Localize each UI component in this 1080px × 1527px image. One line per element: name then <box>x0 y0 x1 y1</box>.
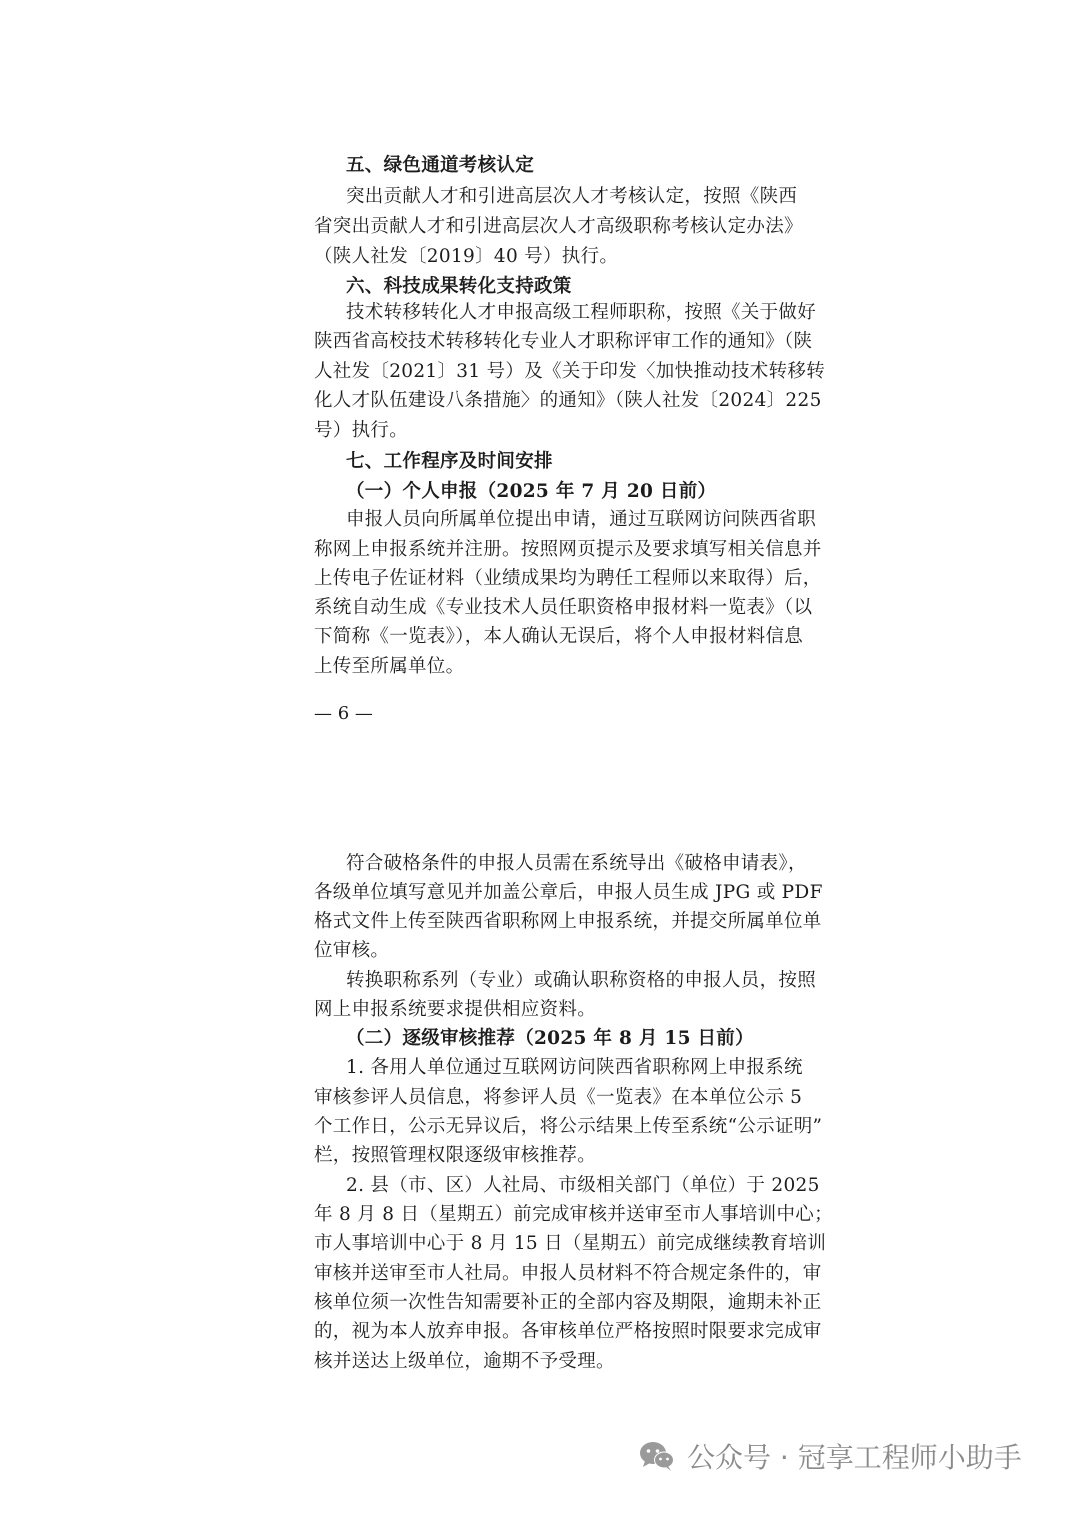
subsection-heading-2: （二）逐级审核推荐（2025 年 8 月 15 日前） <box>346 1028 754 1049</box>
paragraph-line: 申报人员向所属单位提出申请，通过互联网访问陕西省职 <box>346 509 817 530</box>
page-number: — 6 — <box>314 703 373 724</box>
paragraph-line: （陕人社发〔2019〕40 号）执行。 <box>314 246 619 267</box>
paragraph-line: 审核参评人员信息，将参评人员《一览表》在本单位公示 5 <box>314 1087 803 1108</box>
paragraph-line: 转换职称系列（专业）或确认职称资格的申报人员，按照 <box>346 970 817 991</box>
subsection-heading-1: （一）个人申报（2025 年 7 月 20 日前） <box>346 481 717 502</box>
section-heading-7: 七、工作程序及时间安排 <box>346 451 553 472</box>
paragraph-line: 格式文件上传至陕西省职称网上申报系统，并提交所属单位单 <box>314 911 822 932</box>
watermark-text: 公众号 · 冠享工程师小助手 <box>687 1441 1022 1474</box>
paragraph-line: 网上申报系统要求提供相应资料。 <box>314 999 597 1020</box>
section-heading-6: 六、科技成果转化支持政策 <box>346 276 572 297</box>
paragraph-line: 符合破格条件的申报人员需在系统导出《破格申请表》， <box>346 853 807 874</box>
paragraph-line: 个工作日，公示无异议后，将公示结果上传至系统“公示证明” <box>314 1116 823 1137</box>
paragraph-line: 人社发〔2021〕31 号）及《关于印发〈加快推动技术转移转 <box>314 361 826 382</box>
paragraph-line: 的，视为本人放弃申报。各审核单位严格按照时限要求完成审 <box>314 1321 822 1342</box>
paragraph-line: 栏，按照管理权限逐级审核推荐。 <box>314 1145 597 1166</box>
paragraph-line: 核并送达上级单位，逾期不予受理。 <box>314 1351 615 1372</box>
paragraph-line: 系统自动生成《专业技术人员任职资格申报材料一览表》（以 <box>314 597 813 618</box>
paragraph-line: 技术转移转化人才申报高级工程师职称，按照《关于做好 <box>346 302 817 323</box>
paragraph-line: 审核并送审至市人社局。申报人员材料不符合规定条件的，审 <box>314 1263 822 1284</box>
paragraph-line: 各级单位填写意见并加盖公章后，申报人员生成 JPG 或 PDF <box>314 882 823 903</box>
paragraph-line: 化人才队伍建设八条措施〉的通知》（陕人社发〔2024〕225 <box>314 390 822 411</box>
paragraph-line: 上传至所属单位。 <box>314 656 465 677</box>
wechat-watermark <box>637 1434 1022 1478</box>
paragraph-line: 突出贡献人才和引进高层次人才考核认定，按照《陕西 <box>346 186 798 207</box>
paragraph-line: 年 8 月 8 日（星期五）前完成审核并送审至市人事培训中心； <box>314 1204 833 1225</box>
paragraph-line: 省突出贡献人才和引进高层次人才高级职称考核认定办法》 <box>314 216 803 237</box>
wechat-icon <box>637 1438 677 1474</box>
paragraph-line: 陕西省高校技术转移转化专业人才职称评审工作的通知》（陕 <box>314 331 813 352</box>
paragraph-line: 位审核。 <box>314 940 390 961</box>
paragraph-line: 核单位须一次性告知需要补正的全部内容及期限，逾期未补正 <box>314 1292 822 1313</box>
paragraph-line: 上传电子佐证材料（业绩成果均为聘任工程师以来取得）后， <box>314 568 822 589</box>
paragraph-line: 市人事培训中心于 8 月 15 日（星期五）前完成继续教育培训 <box>314 1233 827 1254</box>
paragraph-line: 称网上申报系统并注册。按照网页提示及要求填写相关信息并 <box>314 539 822 560</box>
section-heading-5: 五、绿色通道考核认定 <box>346 155 535 176</box>
paragraph-line: 号）执行。 <box>314 420 409 441</box>
paragraph-line: 1. 各用人单位通过互联网访问陕西省职称网上申报系统 <box>346 1057 803 1078</box>
paragraph-line: 2. 县（市、区）人社局、市级相关部门（单位）于 2025 <box>346 1175 820 1196</box>
paragraph-line: 下简称《一览表》），本人确认无误后，将个人申报材料信息 <box>314 626 804 647</box>
